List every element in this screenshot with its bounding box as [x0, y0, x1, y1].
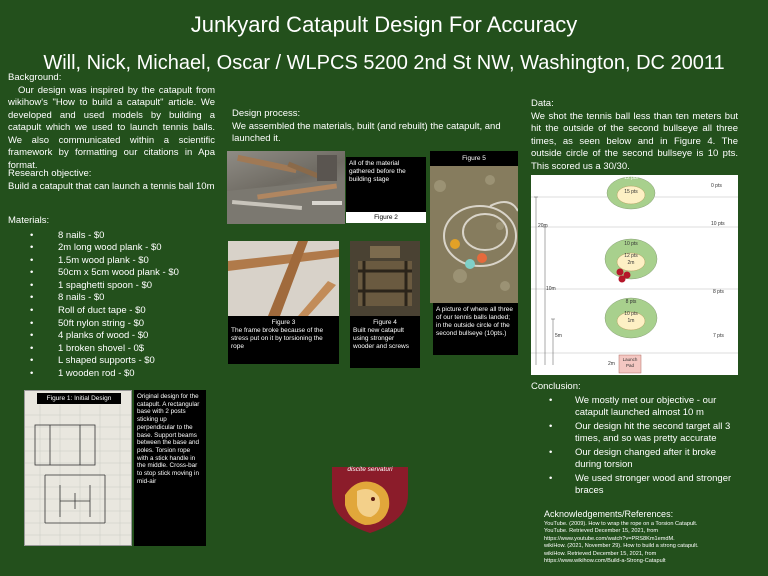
materials-item: • 50ft nylon string - $0 — [8, 318, 215, 331]
broken-frame-illustration — [228, 241, 339, 316]
materials-section — [8, 215, 215, 381]
score-0: 0 pts — [711, 183, 722, 189]
data-section — [531, 98, 738, 173]
figure2-label: Figure 2 — [346, 212, 426, 223]
reference-line: wikiHow. (2021, November 29). How to build a strong catapult. — [544, 543, 699, 550]
figure2-photo — [227, 151, 345, 224]
score-7: 7 pts — [713, 333, 724, 339]
reference-line: https://www.wikihow.com/Build-a-Strong-Catapult — [544, 558, 666, 565]
references-section — [544, 509, 759, 565]
conclusion-item: • Our design hit the second target all 3 times, and so was pretty accurate — [531, 421, 738, 446]
materials-list — [8, 230, 215, 381]
design-heading: Design process: — [232, 108, 301, 119]
launch-pad-label: Launch Pad — [622, 357, 638, 368]
materials-item: • L shaped supports - $0 — [8, 355, 215, 368]
materials-item: • 8 nails - $0 — [8, 292, 215, 305]
bullseye2-inner-top: 12 pts — [624, 253, 638, 259]
figure5-label: Figure 5 — [430, 151, 518, 166]
distance-5m: 5m — [555, 333, 562, 339]
materials-heading: Materials: — [8, 215, 50, 226]
figure1-label: Figure 1: Initial Design — [37, 393, 121, 404]
score-8: 8 pts — [713, 289, 724, 295]
figure5-caption: A picture of where all three of our tennis balls landed; in the outside circle of the second bullseye (10pts.) — [433, 303, 518, 355]
figure3-photo — [228, 241, 339, 316]
data-heading: Data: — [531, 98, 554, 109]
materials-item: • 50cm x 5cm wood plank - $0 — [8, 267, 215, 280]
bullseye1-outer: 12 pts — [624, 175, 638, 181]
objective-section — [8, 168, 215, 193]
bullseye2-outer: 10 pts — [624, 241, 638, 247]
background-text: Our design was inspired by the catapult from wikihow's "How to build a catapult" article. We developed and used models by building a catapult which we used to launch tennis balls. We also communicated within a scientific framework by formatting our citations in Apa format. — [8, 84, 215, 171]
conclusion-item: • Our design changed after it broke during torsion — [531, 447, 738, 472]
figure4-label: Figure 4 — [373, 319, 397, 326]
figure4-caption: Built new catapult using stronger wooder and screws — [353, 327, 409, 350]
distance-2m: 2m — [608, 361, 615, 367]
materials-item: • 1.5m wood plank - $0 — [8, 255, 215, 268]
materials-item: • 1 broken shovel - 0$ — [8, 343, 215, 356]
background-heading: Background: — [8, 72, 62, 83]
objective-heading: Research objective: — [8, 168, 92, 179]
distance-20m: 20m — [538, 223, 548, 229]
figure3-label: Figure 3 — [271, 319, 296, 326]
reference-line: wikiHow. Retrieved December 15, 2021, from — [544, 550, 657, 557]
objective-text: Build a catapult that can launch a tennis ball 10m — [8, 180, 215, 192]
data-text: We shot the tennis ball less than ten meters but hit the outside of the second bullseye all three times, as seen below and in Figure 4. The outside circle of the second bullseye is 10 pts. This scored us a 30/30. — [531, 110, 738, 172]
conclusion-item: • We mostly met our objective - our catapult launched almost 10 m — [531, 395, 738, 420]
tennis-ball — [617, 269, 624, 276]
school-logo — [327, 455, 413, 535]
conclusion-list — [531, 395, 738, 498]
bullseye1-inner: 15 pts — [624, 189, 638, 195]
bullseye3-inner-top: 10 pts — [624, 311, 638, 317]
reference-line: https://www.youtube.com/watch?v=PRS8Km1emdM. — [544, 535, 675, 542]
initial-design-drawing — [25, 405, 131, 545]
bullseye3-inner-bottom: 1m — [627, 318, 635, 324]
conclusion-section — [531, 381, 738, 499]
landing-photo-illustration — [430, 166, 518, 303]
design-section — [232, 108, 522, 146]
figure2-caption: All of the material gathered before the building stage — [349, 160, 406, 183]
figure4-photo — [350, 241, 420, 316]
materials-photo-illustration — [227, 151, 345, 224]
bullseye2-inner-bottom: 2m — [627, 260, 635, 266]
score-10: 10 pts — [711, 221, 725, 227]
materials-item: • 8 nails - $0 — [8, 230, 215, 243]
conclusion-item: • We used stronger wood and stronger braces — [531, 473, 738, 498]
bullseye3-outer: 8 pts — [625, 299, 637, 305]
logo-motto: discite servaturi — [347, 466, 393, 473]
figure5-photo — [430, 166, 518, 303]
figure3-caption-box — [228, 316, 339, 364]
target-diagram-svg — [531, 175, 738, 375]
target-diagram — [531, 175, 738, 375]
background-section — [8, 72, 215, 172]
poster-title: Junkyard Catapult Design For Accuracy — [190, 12, 578, 37]
materials-item: • 1 wooden rod - $0 — [8, 368, 215, 381]
design-text: We assembled the materials, built (and rebuilt) the catapult, and launched it. — [232, 120, 501, 144]
references-heading: Acknowledgements/References: — [544, 509, 674, 519]
figure3-caption: The frame broke because of the stress put on it by torsioning the rope — [231, 327, 324, 350]
conclusion-heading: Conclusion: — [531, 381, 581, 392]
materials-item: • 1 spaghetti spoon - $0 — [8, 280, 215, 293]
figure1-caption: Original design for the catapult. A rectangular base with 2 posts sticking up perpendicular to the base. Support beams between the base and poles. Torsion rope with a stick handle in the middle. Cross-bar to stop stick moving in mid-air — [134, 390, 206, 546]
figure1-sketch — [24, 390, 132, 546]
poster-authors: Will, Nick, Michael, Oscar / WLPCS 5200 2nd St NW, Washington, DC 20011 — [43, 52, 725, 74]
reference-line: YouTube. Retrieved December 15, 2021, from — [544, 528, 659, 535]
distance-10m: 10m — [546, 286, 556, 292]
materials-item: • 2m long wood plank - $0 — [8, 242, 215, 255]
materials-item: • 4 planks of wood - $0 — [8, 330, 215, 343]
materials-item: • Roll of duct tape - $0 — [8, 305, 215, 318]
figure4-caption-box — [350, 316, 420, 368]
new-catapult-illustration — [350, 241, 420, 316]
reference-line: YouTube. (2009). How to wrap the rope on a Torsion Catapult. — [544, 521, 698, 527]
tennis-ball — [619, 276, 626, 283]
